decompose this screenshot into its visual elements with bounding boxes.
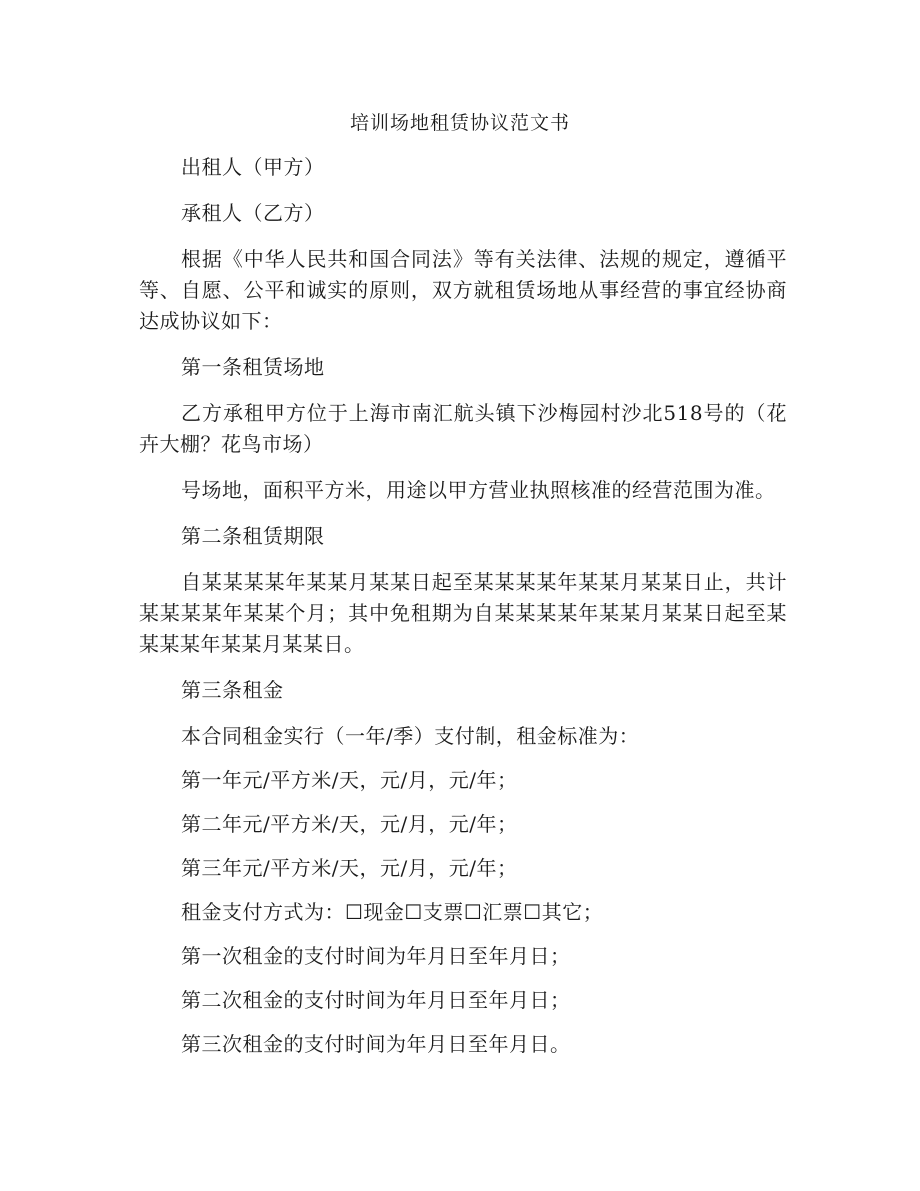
paragraph-site-area: 号场地，面积平方米，用途以甲方营业执照核准的经营范围为准。 bbox=[181, 478, 776, 502]
paragraph-lessor: 出租人（甲方） bbox=[181, 155, 325, 179]
paragraph-lessee: 承租人（乙方） bbox=[181, 201, 325, 225]
paragraph-payment-3: 第三次租金的支付时间为年月日至年月日。 bbox=[181, 1032, 571, 1056]
document-body bbox=[139, 152, 787, 1073]
paragraph-payment-method: 租金支付方式为：☐现金☐支票☐汇票☐其它； bbox=[181, 900, 604, 924]
paragraph-preamble: 根据《中华人民共和国合同法》等有关法律、法规的规定，遵循平等、自愿、公平和诚实的原则，双方就租赁场地从事经营的事宜经协商达成协议如下： bbox=[139, 247, 787, 333]
paragraph-payment-1: 第一次租金的支付时间为年月日至年月日； bbox=[181, 944, 571, 968]
heading-article-2: 第二条租赁期限 bbox=[181, 524, 325, 548]
paragraph-lease-term: 自某某某某年某某月某某日起至某某某某年某某月某某日止，共计某某某某年某某个月；其中免租期为自某某某某年某某月某某日起至某某某某年某某月某某日。 bbox=[139, 570, 787, 656]
document-title: 培训场地租赁协议范文书 bbox=[349, 112, 570, 134]
paragraph-payment-2: 第二次租金的支付时间为年月日至年月日； bbox=[181, 988, 571, 1012]
paragraph-rent-year-1: 第一年元/平方米/天，元/月，元/年； bbox=[181, 768, 518, 792]
heading-article-1: 第一条租赁场地 bbox=[181, 355, 325, 379]
heading-article-3: 第三条租金 bbox=[181, 678, 284, 702]
paragraph-rent-system: 本合同租金实行（一年/季）支付制，租金标准为： bbox=[181, 724, 640, 748]
paragraph-rent-year-2: 第二年元/平方米/天，元/月，元/年； bbox=[181, 812, 518, 836]
paragraph-site-location: 乙方承租甲方位于上海市南汇航头镇下沙梅园村沙北518号的（花卉大棚？花鸟市场） bbox=[139, 401, 787, 456]
paragraph-rent-year-3: 第三年元/平方米/天，元/月，元/年； bbox=[181, 856, 518, 880]
